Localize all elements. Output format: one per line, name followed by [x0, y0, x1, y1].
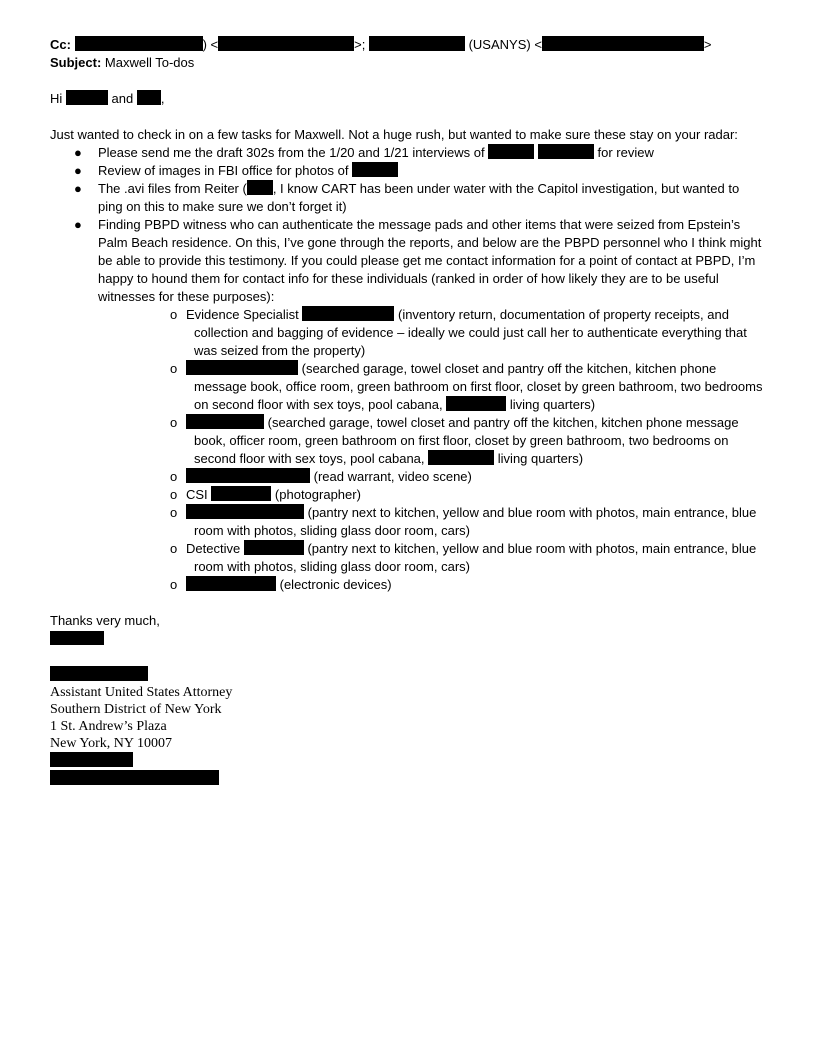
- bullet-icon: ●: [74, 217, 82, 232]
- item-text: CSI: [186, 487, 208, 502]
- redaction: [247, 180, 273, 195]
- redaction: [446, 396, 506, 411]
- cc-line: [50, 36, 766, 54]
- list-item: [98, 540, 766, 576]
- redaction: [211, 486, 271, 501]
- task-list: [50, 144, 766, 594]
- item-text: for review: [597, 145, 654, 160]
- redaction: [488, 144, 534, 159]
- redaction: [186, 504, 304, 519]
- signature-address-2: New York, NY 10007: [50, 736, 172, 751]
- item-text: Detective: [186, 541, 241, 556]
- circle-bullet-icon: o: [170, 469, 178, 484]
- circle-bullet-icon: o: [170, 487, 178, 502]
- redaction: [302, 306, 394, 321]
- list-item: [98, 360, 766, 414]
- signature-office: Southern District of New York: [50, 702, 222, 717]
- circle-bullet-icon: o: [170, 577, 178, 592]
- circle-bullet-icon: o: [170, 505, 178, 520]
- item-text: (electronic devices): [279, 577, 392, 592]
- cc-text-2: >;: [354, 37, 366, 52]
- list-item: [98, 468, 766, 486]
- subject-text: Maxwell To-dos: [104, 55, 195, 70]
- greeting-comma: ,: [160, 91, 165, 106]
- redaction: [542, 36, 704, 51]
- cc-text-3: (USANYS) <: [468, 37, 542, 52]
- list-item: [98, 486, 766, 504]
- subject-line: [50, 54, 766, 72]
- redaction: [50, 631, 104, 645]
- redaction: [186, 360, 298, 375]
- item-text: living quarters): [497, 451, 584, 466]
- item-text: (photographer): [274, 487, 361, 502]
- cc-text-4: >: [703, 37, 712, 52]
- redaction: [538, 144, 594, 159]
- intro-text: Just wanted to check in on a few tasks for Maxwell. Not a huge rush, but wanted to make sure these stay on your radar:: [50, 127, 738, 142]
- circle-bullet-icon: o: [170, 415, 178, 430]
- list-item: [98, 414, 766, 468]
- item-text: , I know CART has been under water with the Capitol investigation, but wanted to ping on this to make sure we don’t forget it): [98, 181, 740, 214]
- redaction: [75, 36, 203, 51]
- signature-title: Assistant United States Attorney: [50, 685, 233, 700]
- item-text: (pantry next to kitchen, yellow and blue room with photos, main entrance, blue room with photos, sliding glass door room, cars): [194, 505, 757, 538]
- list-item: [98, 504, 766, 540]
- redaction: [66, 90, 108, 105]
- item-text: (read warrant, video scene): [313, 469, 472, 484]
- list-item: [50, 162, 766, 180]
- cc-label: Cc:: [50, 37, 71, 52]
- redaction: [50, 770, 219, 785]
- circle-bullet-icon: o: [170, 361, 178, 376]
- list-item: [98, 306, 766, 360]
- redaction: [244, 540, 304, 555]
- circle-bullet-icon: o: [170, 541, 178, 556]
- item-text: living quarters): [509, 397, 596, 412]
- greeting-and: and: [111, 91, 134, 106]
- circle-bullet-icon: o: [170, 307, 178, 322]
- list-item: [98, 576, 766, 594]
- list-item: [50, 144, 766, 162]
- signature-address-1: 1 St. Andrew’s Plaza: [50, 719, 167, 734]
- bullet-icon: ●: [74, 181, 82, 196]
- item-text: (inventory return, documentation of property receipts, and collection and bagging of evidence – ideally we could just call her to authenticate everything that was seized from the property): [194, 307, 747, 358]
- bullet-icon: ●: [74, 163, 82, 178]
- item-text: The .avi files from Reiter (: [98, 181, 247, 196]
- redaction: [50, 752, 133, 767]
- item-text: Review of images in FBI office for photos of: [98, 163, 349, 178]
- redaction: [369, 36, 465, 51]
- item-text: (pantry next to kitchen, yellow and blue room with photos, main entrance, blue room with photos, sliding glass door room, cars): [194, 541, 757, 574]
- item-text: Evidence Specialist: [186, 307, 299, 322]
- cc-text-1: ) <: [202, 37, 219, 52]
- list-item: [50, 216, 766, 594]
- redaction: [428, 450, 494, 465]
- redaction: [50, 666, 148, 681]
- greeting: [50, 90, 766, 108]
- item-text: Finding PBPD witness who can authenticate the message pads and other items that were seized from Epstein’s Palm Beach residence. On this, I’ve gone through the reports, and below are the PBPD personnel who I think might be able to provide this testimony. If you could please get me contact information for a point of contact at PBPD, I’m happy to hound them for contact info for these individuals (ranked in order of how likely they are to be useful witnesses for these purposes):: [98, 217, 762, 304]
- redaction: [186, 468, 310, 483]
- bullet-icon: ●: [74, 145, 82, 160]
- greeting-hi: Hi: [50, 91, 63, 106]
- subject-label: Subject:: [50, 55, 102, 70]
- redaction: [186, 576, 276, 591]
- item-text: (searched garage, towel closet and pantry off the kitchen, kitchen phone message book, office room, green bathroom on first floor, closet by green bathroom, two bedrooms on second floor with sex toys, pool cabana,: [194, 361, 763, 412]
- redaction: [186, 414, 264, 429]
- email-body: [50, 36, 766, 788]
- signature-block: [50, 666, 766, 788]
- list-item: [50, 180, 766, 216]
- redaction: [218, 36, 354, 51]
- witness-list: [98, 306, 766, 594]
- sender-name: [50, 630, 766, 648]
- item-text: (searched garage, towel closet and pantry off the kitchen, kitchen phone message book, officer room, green bathroom on first floor, closet by green bathroom, two bedrooms on second floor with sex toys, pool cabana,: [194, 415, 739, 466]
- closing: Thanks very much,: [50, 613, 160, 628]
- redaction: [137, 90, 161, 105]
- redaction: [352, 162, 398, 177]
- item-text: Please send me the draft 302s from the 1/20 and 1/21 interviews of: [98, 145, 485, 160]
